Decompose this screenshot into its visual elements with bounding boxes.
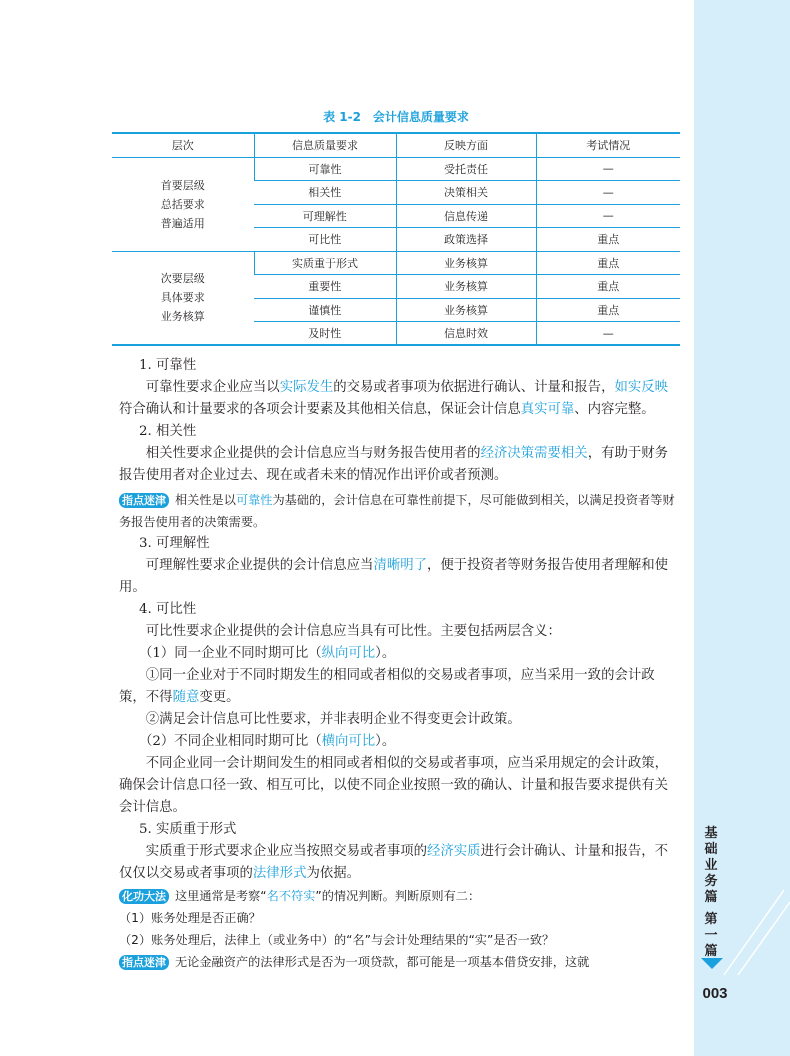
table-cell: 业务核算 [396,275,536,299]
table-cell: 重点 [536,228,680,252]
level-cell-secondary: 次要层级 具体要求 业务核算 [112,251,254,345]
section-heading: 5. 实质重于形式 [139,822,237,837]
table-cell: 重点 [536,251,680,275]
method-item: （2）账务处理后，法律上（或业务中）的“名”与会计处理结果的“实”是否一致？ [119,933,555,947]
method-note: 化功大法 这里通常是考察“名不符实”的情况判断。判断原则有二： [119,885,681,907]
section-heading: 4. 可比性 [139,602,197,617]
table-cell: 相关性 [254,181,396,205]
paragraph: 可理解性要求企业提供的会计信息应当清晰明了，便于投资者等财务报告使用者理解和使用。 [119,558,669,595]
table-header-cell: 层次 [112,133,254,157]
table-cell: 重点 [536,275,680,299]
paragraph: 相关性要求企业提供的会计信息应当与财务报告使用者的经济决策需要相关，有助于财务报告使用者对企业过去、现在或者未来的情况作出评价或者预测。 [119,446,669,483]
method-badge: 化功大法 [119,889,169,904]
tip-note: 指点迷津 无论金融资产的法律形式是否为一项贷款，都可能是一项基本借贷安排，这就 [119,951,681,973]
method-item: （1）账务处理是否正确？ [119,911,261,925]
table-row [112,157,680,181]
section-heading: 2. 相关性 [139,424,197,439]
paragraph: ①同一企业对于不同时期发生的相同或者相似的交易或者事项，应当采用一致的会计政策，不得随意变更。 [119,668,655,705]
table-cell: — [536,322,680,346]
table-cell: 谨慎性 [254,298,396,322]
sidebar-part-label: 第 一 篇 [704,912,718,959]
paragraph: 不同企业同一会计期间发生的相同或者相似的交易或者事项，应当采用规定的会计政策，确保会计信息口径一致、相互可比，以使不同企业按照一致的确认、计量和报告要求提供有关会计信息。 [119,756,669,815]
table-cell: 可比性 [254,228,396,252]
paragraph: 实质重于形式要求企业应当按照交易或者事项的经济实质进行会计确认、计量和报告，不仅仅以交易或者事项的法律形式为依据。 [119,844,669,881]
table-cell: 政策选择 [396,228,536,252]
table-header-cell: 反映方面 [396,133,536,157]
table-cell: 决策相关 [396,181,536,205]
quality-requirements-table [112,132,680,346]
paragraph: 可比性要求企业提供的会计信息应当具有可比性。主要包括两层含义： [145,624,561,639]
table-cell: — [536,181,680,205]
paragraph: ②满足会计信息可比性要求，并非表明企业不得变更会计政策。 [145,712,521,727]
table-caption: 表 1-2 会计信息质量要求 [323,110,469,124]
tip-note: 指点迷津 相关性是以可靠性为基础的，会计信息在可靠性前提下，尽可能做到相关，以满足投资者等财务报告使用者的决策需要。 [119,493,675,529]
table-cell: 重点 [536,298,680,322]
table-cell: 可靠性 [254,157,396,181]
table-cell: 业务核算 [396,251,536,275]
table-header-cell: 信息质量要求 [254,133,396,157]
triangle-marker-icon [701,958,723,969]
table-header-row [112,133,680,157]
table-cell: — [536,204,680,228]
table-header-cell: 考试情况 [536,133,680,157]
section-heading: 3. 可理解性 [139,536,210,551]
table-cell: 实质重于形式 [254,251,396,275]
body-text [119,355,681,973]
tip-badge: 指点迷津 [119,493,169,508]
table-cell: 受托责任 [396,157,536,181]
table-cell: 重要性 [254,275,396,299]
page-number: 003 [702,985,728,1002]
table-cell: 信息时效 [396,322,536,346]
sub-item: （2）不同企业相同时期可比（横向可比）。 [139,734,396,749]
table-cell: 可理解性 [254,204,396,228]
tip-badge: 指点迷津 [119,955,169,970]
table-row [112,251,680,275]
sidebar-volume-label: 基 础 业 务 篇 [704,826,718,905]
table-cell: 业务核算 [396,298,536,322]
paragraph: 可靠性要求企业应当以实际发生的交易或者事项为依据进行确认、计量和报告，如实反映符合确认和计量要求的各项会计要素及其他相关信息，保证会计信息真实可靠、内容完整。 [119,380,669,417]
sub-item: （1）同一企业不同时期可比（纵向可比）。 [139,646,396,661]
table-cell: 信息传递 [396,204,536,228]
table-cell: — [536,157,680,181]
section-heading: 1. 可靠性 [139,358,197,373]
table-cell: 及时性 [254,322,396,346]
level-cell-primary: 首要层级 总括要求 普遍适用 [112,157,254,251]
